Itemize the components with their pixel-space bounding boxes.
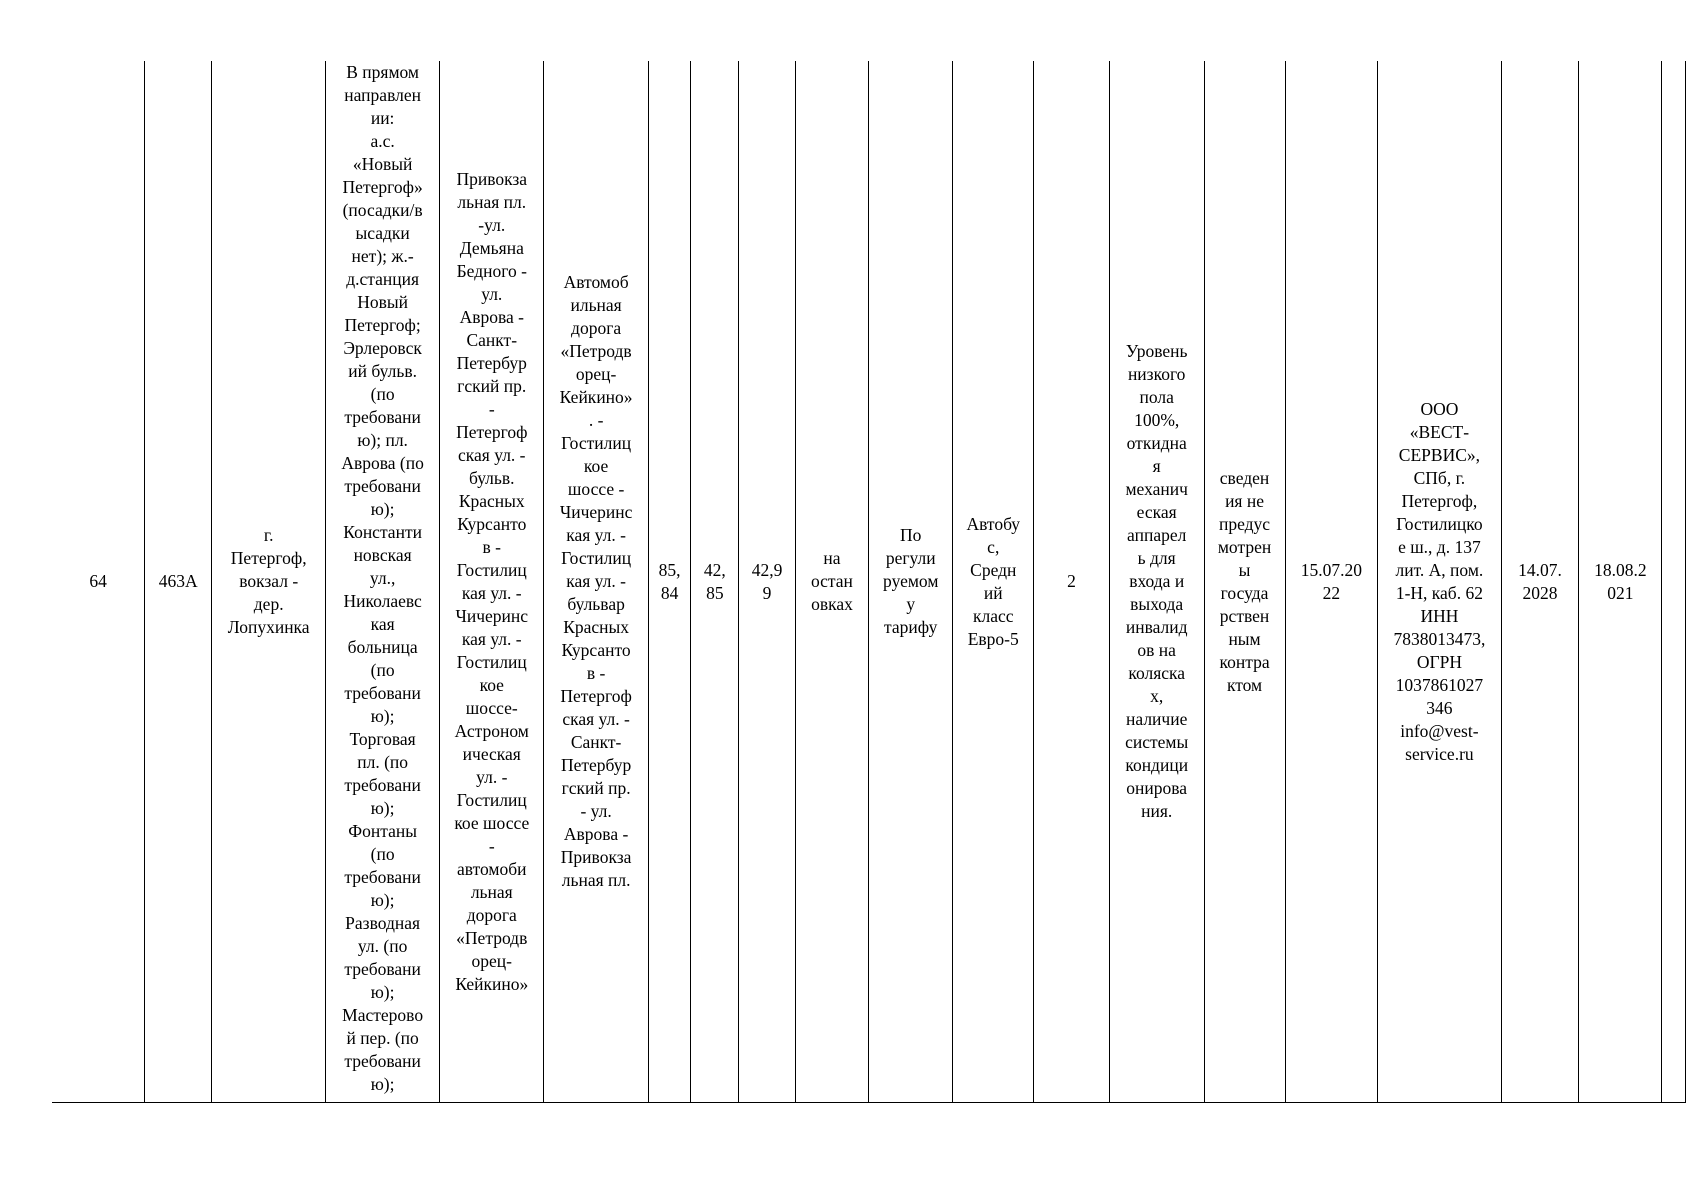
carrier-cell: ООО «ВЕСТ- СЕРВИС», СПб, г. Петергоф, Гостилицко е ш., д. 137 лит. А, пом. 1-Н, каб. 62 ИНН 7838013473, ОГРН 1037861027 346 info@vest- service.ru <box>1378 61 1502 1103</box>
vehicle-features-cell: Уровень низкого пола 100%, откидна я механич еская аппарел ь для входа и выхода инвалид ов на коляска х, наличие системы кондици онирова ния. <box>1109 61 1204 1103</box>
length-forward-cell: 42, 85 <box>691 61 739 1103</box>
route-code-cell: 463А <box>145 61 212 1103</box>
tariff-cell: По регули руемом у тарифу <box>869 61 953 1103</box>
extra-cell <box>1662 61 1686 1103</box>
contract-info-cell: сведен ия не предус мотрен ы госуда рствен ным контра ктом <box>1204 61 1285 1103</box>
vehicle-count-cell: 2 <box>1034 61 1110 1103</box>
length-total-cell: 85, 84 <box>648 61 691 1103</box>
route-name-cell: г. Петергоф, вокзал - дер. Лопухинка <box>212 61 326 1103</box>
start-date-cell: 15.07.20 22 <box>1285 61 1378 1103</box>
end-date-cell: 14.07. 2028 <box>1501 61 1579 1103</box>
stops-cell: В прямом направлен ии: а.с. «Новый Петергоф» (посадки/в ысадки нет); ж.- д.станция Новый Петергоф; Эрлеровск ий бульв. (по требовани ю); пл. Аврова (по требовани ю); Константи новская ул., Николаевс кая больница (по требовани ю); Торговая пл. (по требовани ю); Фонтаны (по требовани ю); Разводная ул. (по требовани ю); Мастерово й пер. (по требовани ю); <box>326 61 440 1103</box>
vehicle-cell: Автобу с, Средн ий класс Евро-5 <box>953 61 1034 1103</box>
row-number-cell: 64 <box>52 61 145 1103</box>
route-registry-table <box>52 61 1686 1103</box>
streets-reverse-cell: Автомоб ильная дорога «Петродв орец- Кейкино» . - Гостилиц кое шоссе - Чичеринс кая ул. - Гостилиц кая ул. - бульвар Красных Курсанто в - Петергоф ская ул. - Санкт- Петербур гский пр. - ул. Аврова - Привокза льная пл. <box>544 61 648 1103</box>
table-row <box>52 61 1686 1103</box>
registration-date-cell: 18.08.2 021 <box>1579 61 1662 1103</box>
length-reverse-cell: 42,9 9 <box>739 61 795 1103</box>
boarding-procedure-cell: на остан овках <box>795 61 868 1103</box>
streets-forward-cell: Привокза льная пл. -ул. Демьяна Бедного - ул. Аврова - Санкт- Петербур гский пр. - Петергоф ская ул. - бульв. Красных Курсанто в - Гостилиц кая ул. - Чичеринс кая ул. - Гостилиц кое шоссе- Астроном ическая ул. - Гостилиц кое шоссе - автомоби льная дорога «Петродв орец- Кейкино» <box>440 61 544 1103</box>
